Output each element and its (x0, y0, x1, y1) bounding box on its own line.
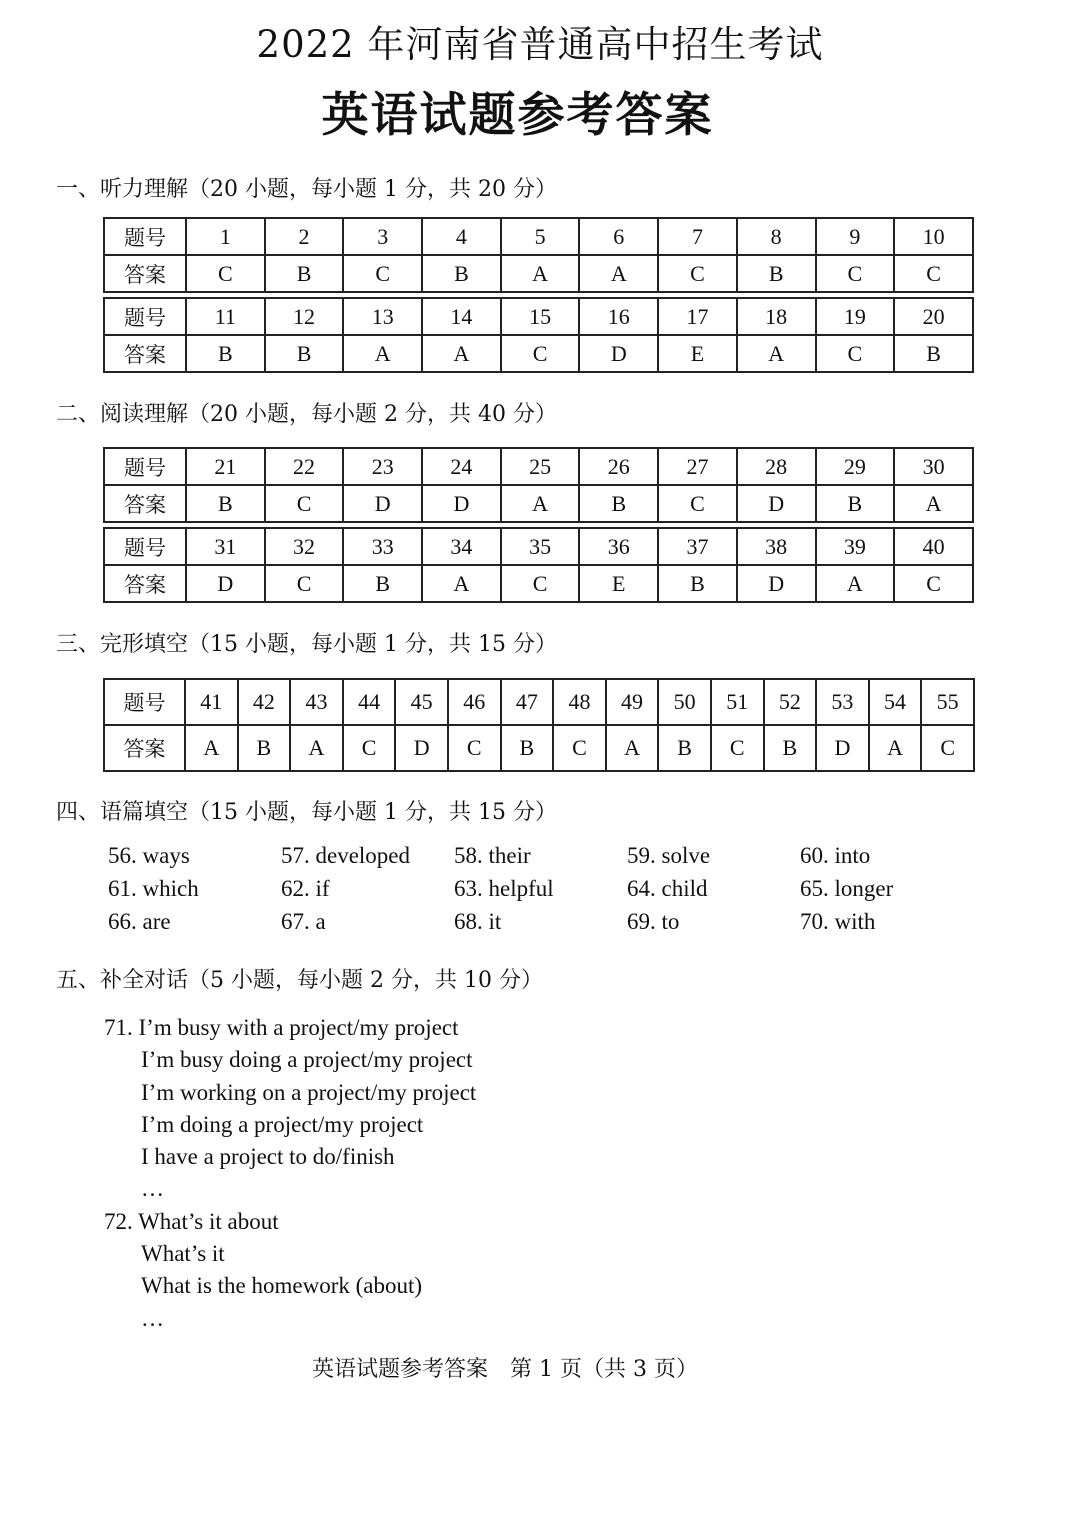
question-number-cell: 48 (553, 679, 606, 725)
answer-row-label: 答案 (104, 255, 186, 292)
answer-cell: A (501, 255, 580, 292)
answer-cell: C (343, 255, 422, 292)
question-number-row-label: 题号 (104, 679, 185, 725)
gap-fill-item: 57. developed (281, 843, 411, 868)
answer-row (104, 725, 974, 771)
answer-cell: B (343, 565, 422, 602)
question-number-cell: 41 (185, 679, 238, 725)
answer-cell: B (422, 255, 501, 292)
question-number-cell: 15 (501, 298, 580, 335)
page-footer: 英语试题参考答案 第 1 页（共 3 页） (312, 1357, 698, 1382)
question-number-cell: 36 (579, 528, 658, 565)
alternative-answer: … (141, 1176, 164, 1202)
reading-answer-table (103, 447, 974, 603)
answer-cell: C (894, 565, 973, 602)
exam-title: 2022 年河南省普通高中招生考试 (256, 23, 824, 66)
question-number-cell: 23 (343, 448, 422, 485)
answer-cell: D (816, 725, 869, 771)
gap-fill-item: 56. ways (108, 843, 190, 868)
question-number-cell: 25 (501, 448, 580, 485)
question-number-cell: 27 (658, 448, 737, 485)
cloze-answer-table-body (104, 679, 974, 771)
question-number-row-label: 题号 (104, 298, 186, 335)
answer-cell: C (921, 725, 974, 771)
answer-row (104, 485, 973, 522)
alternative-answer: I’m doing a project/my project (141, 1111, 424, 1137)
answer-cell: C (186, 255, 265, 292)
question-number-cell: 47 (501, 679, 554, 725)
gap-fill-answers (108, 843, 1008, 937)
answer-cell: A (606, 725, 659, 771)
alternative-answer: What’s it (141, 1241, 225, 1267)
section-4-heading: 四、语篇填空（15 小题，每小题 1 分，共 15 分） (56, 800, 557, 825)
answer-cell: C (711, 725, 764, 771)
answer-cell: C (816, 335, 895, 372)
answer-cell: D (737, 565, 816, 602)
answer-cell: C (448, 725, 501, 771)
alternative-answer: I have a project to do/finish (141, 1144, 395, 1170)
gap-fill-item: 70. with (800, 909, 876, 934)
answer-cell: D (422, 485, 501, 522)
question-number-row-label: 题号 (104, 218, 186, 255)
question-number-cell: 2 (265, 218, 344, 255)
question-number-cell: 11 (186, 298, 265, 335)
question-number-cell: 4 (422, 218, 501, 255)
question-number-cell: 5 (501, 218, 580, 255)
answer-cell: E (658, 335, 737, 372)
answer-cell: B (238, 725, 291, 771)
gap-fill-item: 66. are (108, 909, 171, 934)
question-number-cell: 55 (921, 679, 974, 725)
question-number-cell: 40 (894, 528, 973, 565)
answer-cell: A (343, 335, 422, 372)
answer-cell: B (265, 255, 344, 292)
answer-cell: C (816, 255, 895, 292)
answer-cell: D (395, 725, 448, 771)
answer-row (104, 255, 973, 292)
answer-cell: C (553, 725, 606, 771)
gap-fill-item: 61. which (108, 876, 199, 901)
question-number-cell: 51 (711, 679, 764, 725)
answer-cell: C (265, 565, 344, 602)
question-number-cell: 32 (265, 528, 344, 565)
gap-fill-item: 60. into (800, 843, 871, 868)
answer-cell: A (816, 565, 895, 602)
question-number-cell: 43 (290, 679, 343, 725)
listening-answer-table-body (104, 218, 973, 372)
answer-cell: C (343, 725, 396, 771)
answer-72: 72. What’s it about (104, 1208, 279, 1234)
section-5-heading: 五、补全对话（5 小题，每小题 2 分，共 10 分） (56, 968, 543, 993)
question-number-cell: 21 (186, 448, 265, 485)
answer-cell: B (186, 335, 265, 372)
answer-cell: C (501, 565, 580, 602)
question-number-cell: 38 (737, 528, 816, 565)
answer-cell: B (658, 565, 737, 602)
answer-cell: B (737, 255, 816, 292)
question-number-cell: 37 (658, 528, 737, 565)
question-number-cell: 50 (658, 679, 711, 725)
question-number-cell: 7 (658, 218, 737, 255)
answer-cell: B (186, 485, 265, 522)
answer-cell: A (894, 485, 973, 522)
alternative-answer: I’m busy doing a project/my project (141, 1047, 473, 1073)
question-number-cell: 18 (737, 298, 816, 335)
question-number-cell: 45 (395, 679, 448, 725)
answer-row-label: 答案 (104, 725, 185, 771)
answer-cell: C (658, 485, 737, 522)
gap-fill-item: 67. a (281, 909, 326, 934)
answer-cell: A (185, 725, 238, 771)
answer-cell: B (764, 725, 817, 771)
question-number-row (104, 448, 973, 485)
answer-cell: E (579, 565, 658, 602)
alternative-answer: I’m working on a project/my project (141, 1079, 477, 1105)
answer-cell: C (501, 335, 580, 372)
question-number-cell: 35 (501, 528, 580, 565)
question-number-cell: 6 (579, 218, 658, 255)
question-number-cell: 9 (816, 218, 895, 255)
answer-cell: A (422, 565, 501, 602)
question-number-row (104, 298, 973, 335)
question-number-cell: 29 (816, 448, 895, 485)
question-number-cell: 49 (606, 679, 659, 725)
question-number-cell: 10 (894, 218, 973, 255)
answer-71-alternatives (104, 1044, 476, 1205)
question-number-cell: 52 (764, 679, 817, 725)
gap-fill-item: 65. longer (800, 876, 894, 901)
question-number-cell: 12 (265, 298, 344, 335)
gap-fill-item: 62. if (281, 876, 330, 901)
question-number-cell: 20 (894, 298, 973, 335)
question-number-row (104, 528, 973, 565)
question-number-cell: 53 (816, 679, 869, 725)
question-number-cell: 1 (186, 218, 265, 255)
section-2-heading: 二、阅读理解（20 小题，每小题 2 分，共 40 分） (56, 402, 557, 427)
answer-row-label: 答案 (104, 565, 186, 602)
answer-row-label: 答案 (104, 485, 186, 522)
answer-cell: D (579, 335, 658, 372)
gap-fill-item: 64. child (627, 876, 708, 901)
answer-cell: A (501, 485, 580, 522)
question-number-cell: 54 (869, 679, 922, 725)
question-number-cell: 26 (579, 448, 658, 485)
answer-cell: B (579, 485, 658, 522)
section-1-heading: 一、听力理解（20 小题，每小题 1 分，共 20 分） (56, 177, 557, 202)
question-number-cell: 46 (448, 679, 501, 725)
question-number-cell: 16 (579, 298, 658, 335)
dialogue-answers (104, 1012, 476, 1335)
answer-cell: A (737, 335, 816, 372)
answer-cell: A (869, 725, 922, 771)
question-number-cell: 28 (737, 448, 816, 485)
reading-answer-table-body (104, 448, 973, 602)
question-number-cell: 31 (186, 528, 265, 565)
alternative-answer: What is the homework (about) (141, 1273, 423, 1299)
answer-row-label: 答案 (104, 335, 186, 372)
answer-72-alternatives (104, 1238, 476, 1335)
section-3-heading: 三、完形填空（15 小题，每小题 1 分，共 15 分） (56, 632, 557, 657)
answer-cell: A (579, 255, 658, 292)
question-number-cell: 8 (737, 218, 816, 255)
question-number-cell: 22 (265, 448, 344, 485)
alternative-answer: … (141, 1305, 164, 1331)
cloze-answer-table (103, 678, 975, 772)
question-number-cell: 14 (422, 298, 501, 335)
answer-row (104, 335, 973, 372)
answer-71: 71. I’m busy with a project/my project (104, 1015, 459, 1040)
answer-cell: B (816, 485, 895, 522)
question-number-cell: 19 (816, 298, 895, 335)
answer-cell: B (658, 725, 711, 771)
question-number-cell: 44 (343, 679, 396, 725)
question-number-row (104, 218, 973, 255)
answer-cell: C (894, 255, 973, 292)
answer-cell: A (290, 725, 343, 771)
question-number-cell: 39 (816, 528, 895, 565)
question-number-cell: 17 (658, 298, 737, 335)
gap-fill-item: 68. it (454, 909, 502, 934)
question-number-row (104, 679, 974, 725)
question-number-cell: 30 (894, 448, 973, 485)
question-number-cell: 42 (238, 679, 291, 725)
question-number-cell: 13 (343, 298, 422, 335)
answer-cell: B (894, 335, 973, 372)
answer-cell: D (186, 565, 265, 602)
gap-fill-item: 69. to (627, 909, 680, 934)
answer-cell: A (422, 335, 501, 372)
answer-cell: C (265, 485, 344, 522)
question-number-cell: 24 (422, 448, 501, 485)
answer-key-title: 英语试题参考答案 (321, 88, 714, 143)
listening-answer-table (103, 217, 974, 373)
question-number-cell: 34 (422, 528, 501, 565)
answer-cell: B (501, 725, 554, 771)
answer-cell: D (343, 485, 422, 522)
gap-fill-item: 63. helpful (454, 876, 554, 901)
gap-fill-item: 59. solve (627, 843, 711, 868)
question-number-row-label: 题号 (104, 448, 186, 485)
answer-cell: D (737, 485, 816, 522)
question-number-row-label: 题号 (104, 528, 186, 565)
answer-row (104, 565, 973, 602)
gap-fill-item: 58. their (454, 843, 531, 868)
answer-cell: B (265, 335, 344, 372)
answer-cell: C (658, 255, 737, 292)
question-number-cell: 3 (343, 218, 422, 255)
question-number-cell: 33 (343, 528, 422, 565)
